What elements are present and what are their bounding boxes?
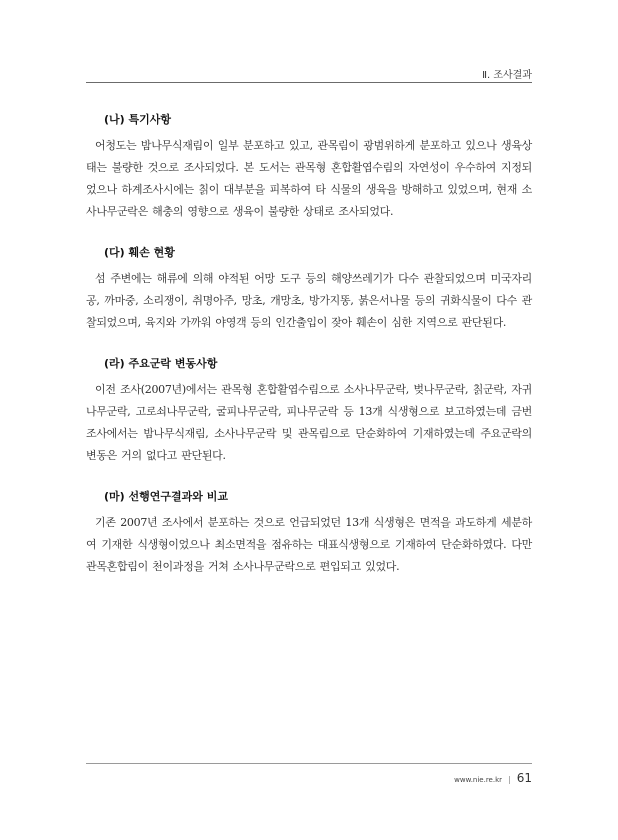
section-community-changes	[86, 354, 532, 467]
footer-separator: |	[508, 775, 511, 784]
page-footer	[454, 771, 532, 785]
section-paragraph: 기존 2007년 조사에서 분포하는 것으로 언급되었던 13개 식생형은 면적을 과도하게 세분하여 기재한 식생형이었으나 최소면적을 점유하는 대표식생형으로 기재하여 단순화하였다. 다만 관목혼합림이 천이과정을 거쳐 소사나무군락으로 편입되고 있었다.	[86, 516, 532, 573]
section-damage-status	[86, 243, 532, 334]
section-title: (나) 특기사항	[104, 113, 172, 126]
section-special-notes	[86, 110, 532, 223]
section-title: (마) 선행연구결과와 비교	[104, 490, 228, 503]
section-paragraph: 섬 주변에는 해류에 의해 야적된 어망 도구 등의 해양쓰레기가 다수 관찰되었으며 미국자리공, 까마중, 소리쟁이, 취명아주, 망초, 개망초, 방가지똥, 붉은서나물 등의 귀화식물이 다수 관찰되었으며, 육지와 가까워 야영객 등의 인간출입이 잦아 훼손이 심한 지역으로 판단된다.	[86, 272, 532, 329]
section-prior-comparison	[86, 487, 532, 578]
chapter-header: Ⅱ. 조사결과	[482, 70, 532, 81]
document-body	[86, 110, 532, 598]
section-title: (다) 훼손 현황	[104, 246, 175, 259]
section-title: (라) 주요군락 변동사항	[104, 357, 218, 370]
header-divider	[86, 82, 532, 83]
section-paragraph: 어청도는 밤나무식재림이 일부 분포하고 있고, 관목림이 광범위하게 분포하고 있으나 생육상태는 불량한 것으로 조사되었다. 본 도서는 관목형 혼합활엽수림의 자연성이 우수하여 지정되었으나 하계조사시에는 칡이 대부분을 피복하여 타 식물의 생육을 방해하고 있었으며, 현재 소사나무군락은 해충의 영향으로 생육이 불량한 상태로 조사되었다.	[86, 139, 532, 218]
page-number: 61	[516, 771, 532, 785]
footer-divider	[86, 763, 532, 764]
section-paragraph: 이전 조사(2007년)에서는 관목형 혼합활엽수림으로 소사나무군락, 벚나무군락, 칡군락, 자귀나무군락, 고로쇠나무군락, 굴피나무군락, 피나무군락 등 13개 식생형으로 보고하였는데 금번 조사에서는 밤나무식재림, 소사나무군락 및 관목림으로 단순화하여 기재하였는데 주요군락의 변동은 거의 없다고 판단된다.	[86, 383, 532, 462]
footer-url: www.nie.re.kr	[454, 776, 503, 784]
